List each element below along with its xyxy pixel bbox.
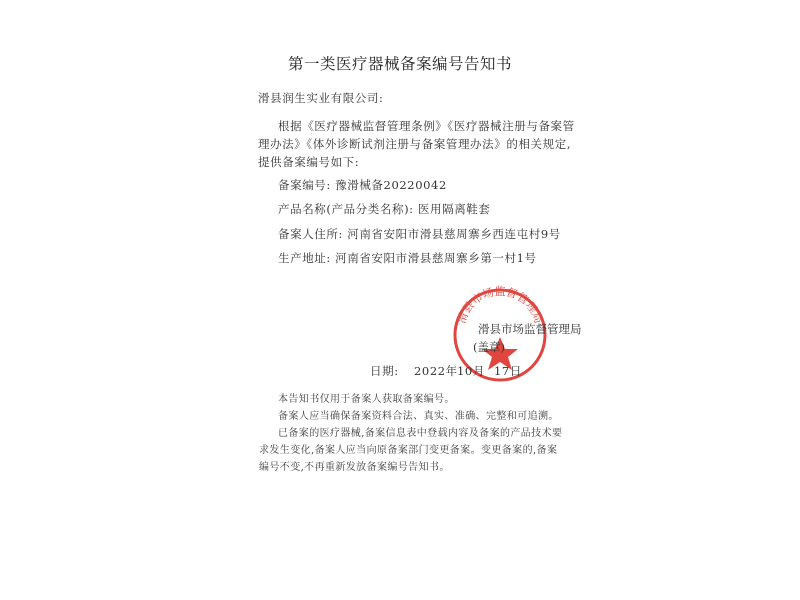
- footnote-line-1: 本告知书仅用于备案人获取备案编号。: [278, 394, 455, 405]
- intro-line-1: 根据《医疗器械监督管理条例》《医疗器械注册与备案管: [278, 119, 575, 133]
- production-address: 生产地址: 河南省安阳市滑县慈周寨乡第一村1号: [278, 251, 537, 265]
- date-year: 2022年: [414, 364, 458, 378]
- addressee: 滑县润生实业有限公司:: [258, 91, 384, 105]
- stamp-note: (盖章): [473, 340, 505, 354]
- footnote-line-4: 求发生变化,备案人应当向原备案部门变更备案。变更备案的,备案: [259, 445, 558, 456]
- footnote-line-5: 编号不变,不再重新发放备案编号告知书。: [259, 462, 450, 473]
- issuer-name: 滑县市场监督管理局: [478, 322, 582, 336]
- date-month: 10月: [457, 364, 485, 378]
- intro-line-2: 理办法》《体外诊断试剂注册与备案管理办法》的相关规定,: [258, 137, 572, 151]
- seal-text: 滑县市场监督管理局: [454, 285, 546, 326]
- record-number: 备案编号: 豫滑械备20220042: [278, 178, 447, 192]
- date-day: 17日: [494, 364, 522, 378]
- filer-address: 备案人住所: 河南省安阳市滑县慈周寨乡西连屯村9号: [278, 227, 561, 241]
- footnote-line-3: 已备案的医疗器械,备案信息表中登载内容及备案的产品技术要: [278, 428, 563, 439]
- footnote-line-2: 备案人应当确保备案资料合法、真实、准确、完整和可追溯。: [278, 411, 559, 422]
- intro-line-3: 提供备案编号如下:: [258, 155, 360, 169]
- date-label: 日期:: [370, 364, 399, 378]
- document-title: 第一类医疗器械备案编号告知书: [287, 55, 512, 73]
- product-name: 产品名称(产品分类名称): 医用隔离鞋套: [278, 202, 491, 216]
